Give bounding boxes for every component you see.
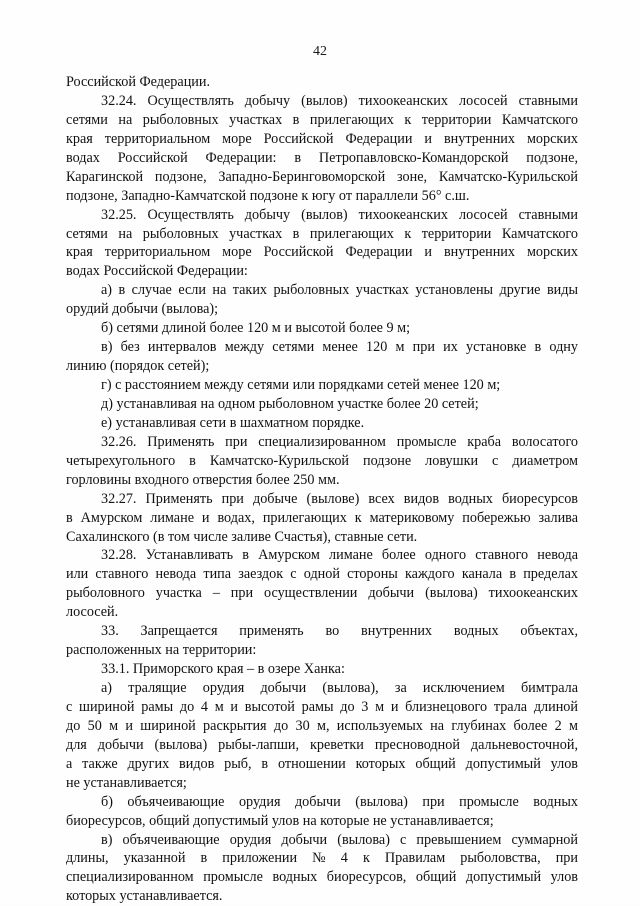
text-line: биоресурсов, общий допустимый улов на которые не устанавливается; [66,812,494,829]
text-line: в Амурском лимане и водах, прилегающих к материковому побережью залива [66,509,578,526]
text-line: 33. Запрещается применять во внутренних водных объектах, [101,623,578,640]
text-line: горловины входного отверстия более 250 мм. [66,471,340,488]
text-line: подзоне, Западно-Камчатской подзоне к югу от параллели 56° с.ш. [66,187,470,204]
text-line: в) без интервалов между сетями менее 120 м при их установке в одну [101,339,578,356]
text-line: 32.28. Устанавливать в Амурском лимане более одного ставного невода [101,547,578,564]
text-line: рыболовного участка – при осуществлении добычи (вылова) тихоокеанских [66,585,578,602]
text-line: края территориальном море Российской Федерации и внутренних морских [66,130,578,147]
text-line: а) тралящие орудия добычи (вылова), за исключением бимтрала [101,680,578,696]
text-line: сетями на рыболовных участках в прилегающих к территории Камчатского [66,111,578,128]
text-line: 32.24. Осуществлять добычу (вылов) тихоокеанских лососей ставными [101,92,578,109]
document-text [66,73,578,906]
page-number: 42 [313,44,327,59]
text-line: б) объячеивающие орудия добычи (вылова) при промысле водных [101,793,578,810]
text-line: а) в случае если на таких рыболовных участках установлены другие виды [101,282,578,299]
text-line: водах Российской Федерации: [66,263,248,280]
text-line: в) объячеивающие орудия добычи (вылова) с превышением суммарной [101,831,578,848]
text-line: г) с расстоянием между сетями или порядками сетей менее 120 м; [101,377,501,393]
text-line: длины, указанной в приложении № 4 к Правилам рыболовства, при [66,850,578,867]
text-line: не устанавливается; [66,774,187,791]
text-line: 32.26. Применять при специализированном промысле краба волосатого [101,433,578,450]
text-line: четырехугольного в Камчатско-Курильской подзоне ловушки с диаметром [66,452,578,469]
text-line: 33.1. Приморского края – в озере Ханка: [101,661,345,678]
text-line: или ставного невода типа заездок с одной стороны каждого канала в пределах [66,566,578,583]
text-line: е) устанавливая сети в шахматном порядке. [101,414,365,431]
text-line: б) сетями длиной более 120 м и высотой более 9 м; [101,320,411,337]
text-line: Сахалинского (в том числе заливе Счастья), ставные сети. [66,528,418,545]
text-line: для добычи (вылова) рыбы-лапши, креветки пресноводной дальневосточной, [66,736,578,753]
text-line: водах Российской Федерации: в Петропавловско-Командорской подзоне, [66,149,578,166]
text-line: до 50 м и шириной раскрытия до 30 м, используемых на глубинах более 2 м [66,717,578,734]
text-line: 32.25. Осуществлять добычу (вылов) тихоокеанских лососей ставными [101,206,578,223]
text-line: орудий добычи (вылова); [66,301,219,318]
text-line: расположенных на территории: [66,642,257,659]
text-line: края территориальном море Российской Федерации и внутренних морских [66,244,578,261]
text-line: Российской Федерации. [66,74,211,90]
text-line: сетями на рыболовных участках в прилегающих к территории Камчатского [66,225,578,242]
text-line: Карагинской подзоне, Западно-Беринговоморской зоне, Камчатско-Курильской [66,168,578,185]
text-line: лососей. [66,604,119,621]
text-line: специализированном промысле водных биоресурсов, общий допустимый улов [66,869,578,886]
text-line: д) устанавливая на одном рыболовном участке более 20 сетей; [101,395,479,412]
text-line: линию (порядок сетей); [66,358,210,375]
text-line: 32.27. Применять при добыче (вылове) всех видов водных биоресурсов [101,490,578,507]
text-line: которых устанавливается. [66,888,223,905]
text-line: а также других видов рыб, в отношении которых общий допустимый улов [66,755,578,772]
text-line: с шириной рамы до 4 м и высотой рамы до 3 м и близнецового трала длиной [66,698,578,715]
